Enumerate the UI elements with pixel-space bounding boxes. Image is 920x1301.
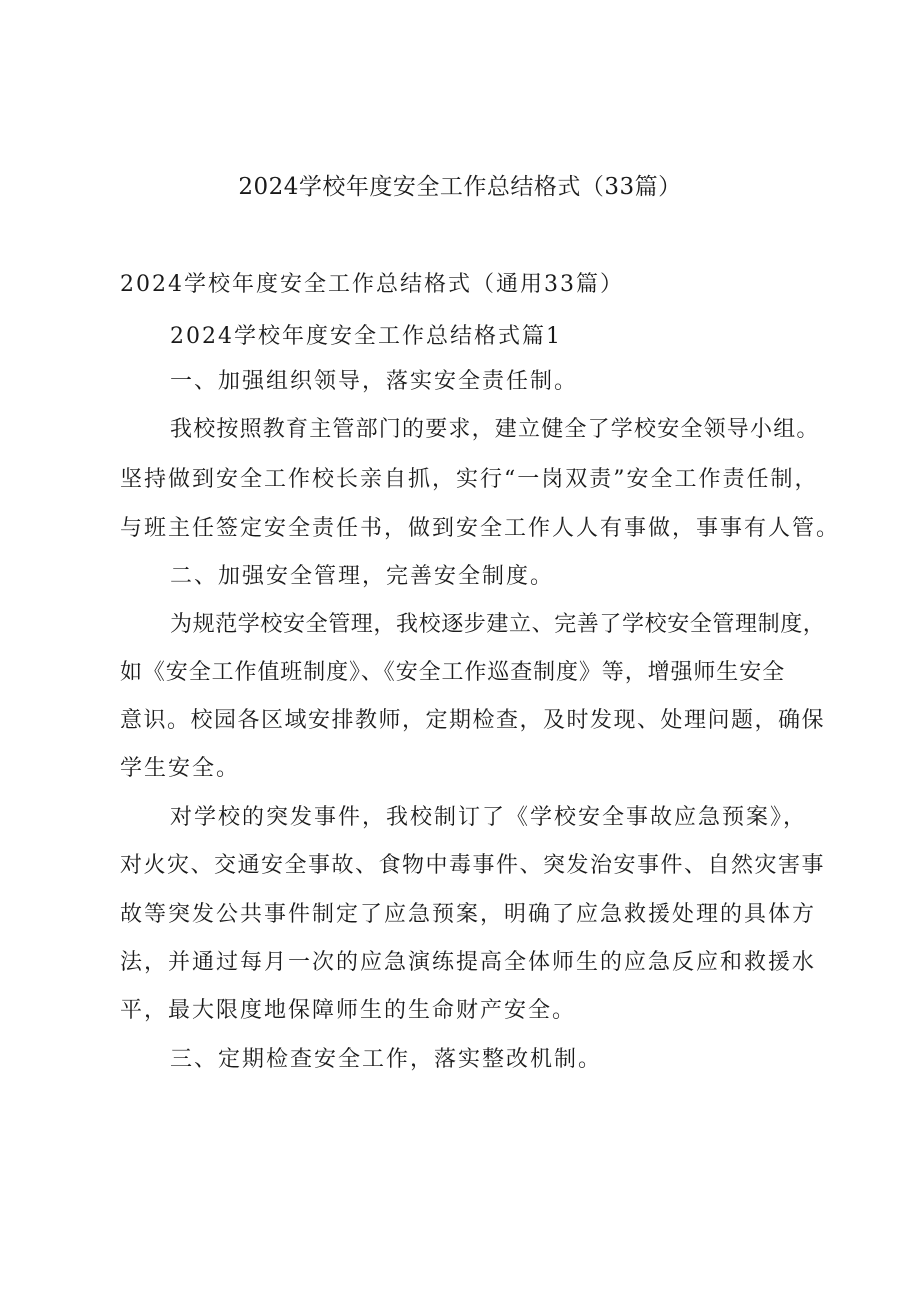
- paragraph-3-line-5: 平，最大限度地保障师生的生命财产安全。: [120, 998, 577, 1023]
- section-title-2: 二、加强安全管理，完善安全制度。: [170, 564, 555, 589]
- section-heading: 2024学校年度安全工作总结格式篇1: [170, 324, 562, 349]
- paragraph-2-line-4: 学生安全。: [120, 756, 241, 781]
- paragraph-1-line-3: 与班主任签定安全责任书，做到安全工作人人有事做，事事有人管。: [120, 516, 841, 541]
- paragraph-2-line-3: 意识。校园各区域安排教师，定期检查，及时发现、处理问题，确保: [120, 708, 826, 733]
- section-title-3: 三、定期检查安全工作，落实整改机制。: [170, 1047, 603, 1072]
- paragraph-2-line-2: 如《安全工作值班制度》、《安全工作巡查制度》等，增强师生安全: [120, 660, 786, 685]
- paragraph-3-line-1: 对学校的突发事件，我校制订了《学校安全事故应急预案》，: [170, 805, 808, 830]
- paragraph-3-line-4: 法，并通过每月一次的应急演练提高全体师生的应急反应和救援水: [120, 950, 817, 975]
- paragraph-2-line-1: 为规范学校安全管理，我校逐步建立、完善了学校安全管理制度，: [170, 612, 826, 637]
- paragraph-3-line-3: 故等突发公共事件制定了应急预案，明确了应急救援处理的具体方: [120, 902, 817, 927]
- section-title-1: 一、加强组织领导，落实安全责任制。: [170, 369, 579, 394]
- paragraph-3-line-2: 对火灾、交通安全事故、食物中毒事件、突发治安事件、自然灾害事: [120, 853, 826, 878]
- paragraph-1-line-2: 坚持做到安全工作校长亲自抓，实行“一岗双责”安全工作责任制，: [120, 467, 819, 492]
- paragraph-1-line-1: 我校按照教育主管部门的要求，建立健全了学校安全领导小组。: [170, 417, 820, 442]
- document-subtitle: 2024学校年度安全工作总结格式（通用33篇）: [120, 272, 624, 297]
- document-title: 2024学校年度安全工作总结格式（33篇）: [238, 174, 682, 200]
